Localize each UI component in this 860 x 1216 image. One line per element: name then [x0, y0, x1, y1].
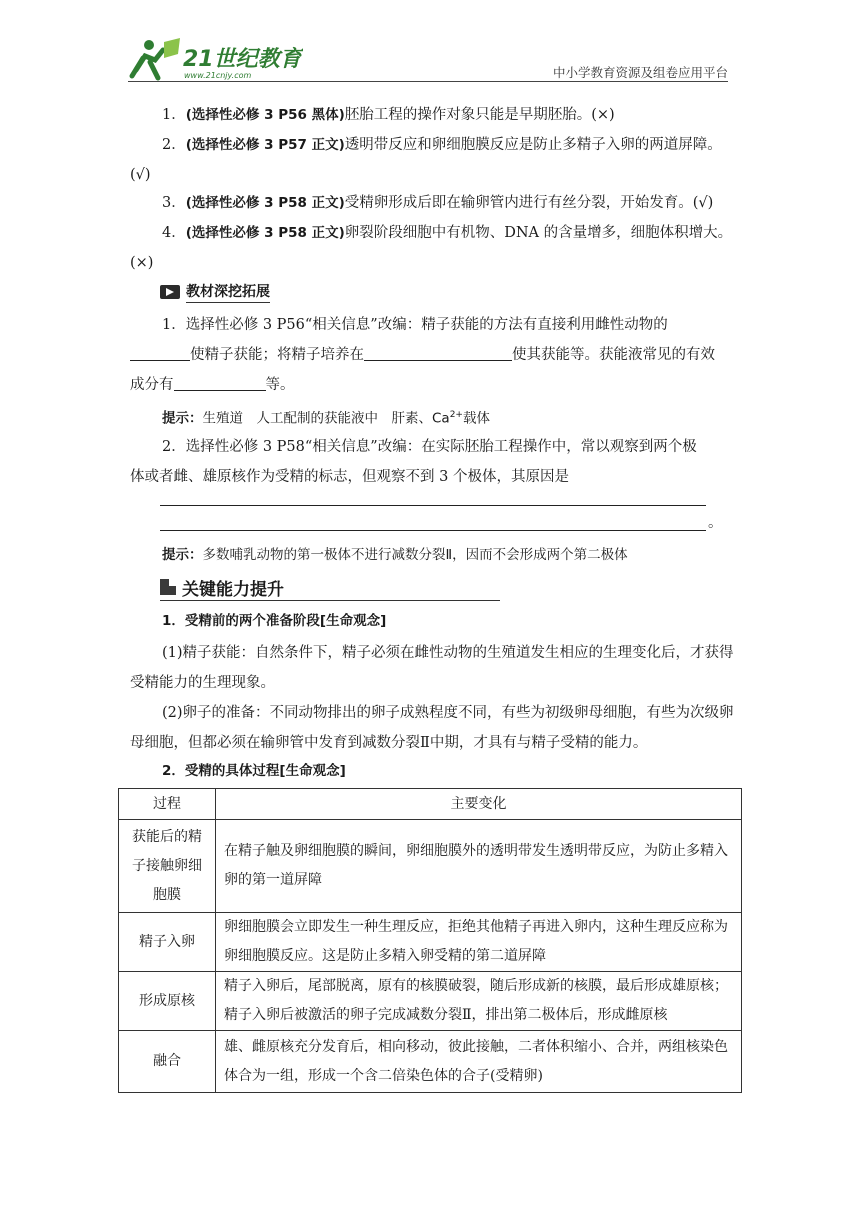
table-cell-stage: 形成原核: [119, 972, 216, 1031]
item-2-cont: (√): [130, 167, 151, 183]
answer-line-2[interactable]: [160, 530, 706, 531]
table-row: [119, 913, 742, 972]
k1-title: 1．受精前的两个准备阶段[生命观念]: [162, 613, 387, 629]
site-name: 中小学教育资源及组卷应用平台: [552, 65, 728, 80]
ext2-line1: 2．选择性必修 3 P58“相关信息”改编：在实际胚胎工程操作中，常以观察到两个极: [162, 439, 697, 455]
ext2-line2: 体或者雌、雄原核作为受精的标志，但观察不到 3 个极体，其原因是: [130, 469, 569, 485]
k1-p1: (1)精子获能：自然条件下，精子必须在雌性动物的生殖道发生相应的生理变化后，才获得受精能力的生理现象。: [130, 645, 734, 691]
answer-line-1[interactable]: [160, 505, 706, 506]
table-header-change: 主要变化: [216, 789, 742, 820]
table-cell-stage: 获能后的精子接触卵细胞膜: [119, 820, 216, 913]
svg-text:www.21cnjy.com: www.21cnjy.com: [184, 71, 252, 80]
fertilization-table: [118, 788, 742, 1093]
answer-blank[interactable]: [174, 374, 266, 391]
ext2-end-mark: 。: [708, 515, 723, 531]
ext1-line1: 1．选择性必修 3 P56“相关信息”改编：精子获能的方法有直接利用雌性动物的: [162, 317, 668, 333]
table-header-row: [119, 789, 742, 820]
item-4-cont: (×): [130, 255, 154, 271]
arrow-icon: [160, 285, 180, 299]
ext1-line2: 使精子获能；将精子培养在 使其获能等。获能液常见的有效: [130, 340, 742, 370]
table-cell-change: 精子入卵后，尾部脱离，原有的核膜破裂，随后形成新的核膜，最后形成雄原核；精子入卵后被激活的卵子完成减数分裂Ⅱ，排出第二极体后，形成雌原核: [216, 972, 742, 1031]
section-square-icon: [160, 579, 176, 595]
table-cell-stage: 融合: [119, 1031, 216, 1093]
table-cell-change: 卵细胞膜会立即发生一种生理反应，拒绝其他精子再进入卵内，这种生理反应称为卵细胞膜反应。这是防止多精入卵受精的第二道屏障: [216, 913, 742, 972]
k1-p2: (2)卵子的准备：不同动物排出的卵子成熟程度不同，有些为初级卵母细胞，有些为次级卵母细胞，但都必须在输卵管中发育到减数分裂Ⅱ中期，才具有与精子受精的能力。: [130, 705, 734, 751]
svg-text:21世纪教育: 21世纪教育: [183, 47, 302, 72]
item-2: 2．(选择性必修 3 P57 正文)透明带反应和卵细胞膜反应是防止多精子入卵的两道屏障。: [162, 137, 722, 153]
item-4: 4．(选择性必修 3 P58 正文)卵裂阶段细胞中有机物、DNA 的含量增多，细胞体积增大。: [162, 225, 733, 241]
k2-title: 2．受精的具体过程[生命观念]: [162, 763, 346, 779]
answer-blank[interactable]: [130, 344, 190, 361]
item-3: 3．(选择性必修 3 P58 正文)受精卵形成后即在输卵管内进行有丝分裂，开始发育。(√): [162, 195, 714, 211]
table-cell-change: 雄、雌原核充分发育后，相向移动，彼此接触，二者体积缩小、合并，两组核染色体合为一组，形成一个含二倍染色体的合子(受精卵): [216, 1031, 742, 1093]
table-row: [119, 1031, 742, 1093]
table-row: [119, 972, 742, 1031]
table-cell-change: 在精子触及卵细胞膜的瞬间，卵细胞膜外的透明带发生透明带反应，为防止多精入卵的第一道屏障: [216, 820, 742, 913]
logo-icon: [128, 36, 303, 82]
ext1-line3: 成分有 等。: [130, 370, 742, 400]
ext2-hint: 提示：多数哺乳动物的第一极体不进行减数分裂Ⅱ，因而不会形成两个第二极体: [162, 547, 628, 563]
item-1: 1．(选择性必修 3 P56 黑体)胚胎工程的操作对象只能是早期胚胎。(×): [162, 107, 615, 123]
table-row: [119, 820, 742, 913]
table-header-stage: 过程: [119, 789, 216, 820]
section-title: 关键能力提升: [160, 574, 500, 601]
header-divider: [128, 81, 728, 82]
ext1-hint: 提示：生殖道 人工配制的获能液中 肝素、$Ca^{2+}$载体: [162, 410, 490, 427]
answer-blank[interactable]: [364, 344, 512, 361]
table-cell-stage: 精子入卵: [119, 913, 216, 972]
subhead: 教材深挖拓展: [160, 282, 270, 302]
page-header: [128, 36, 728, 86]
